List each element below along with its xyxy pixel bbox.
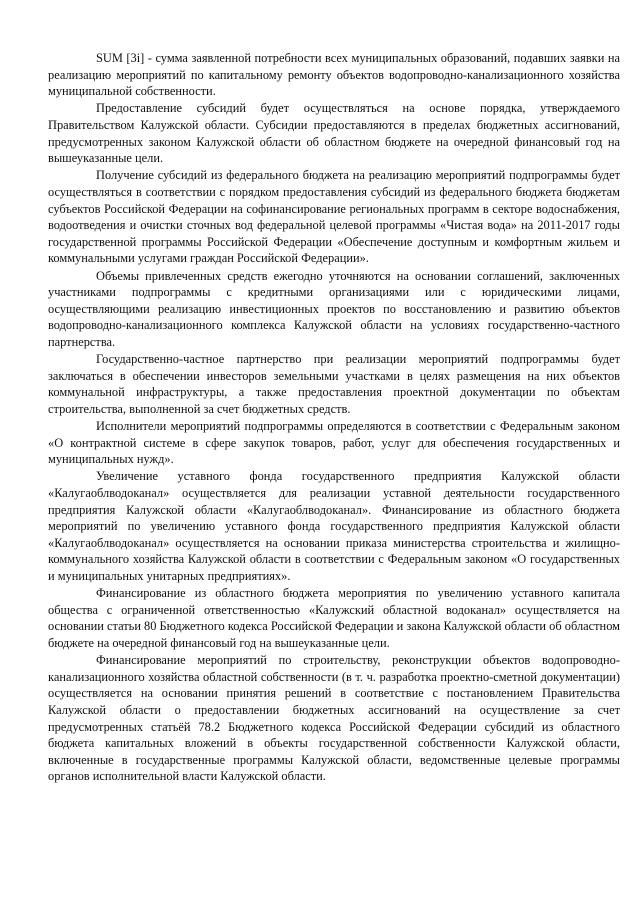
paragraph-attracted-funds: Объемы привлеченных средств ежегодно уточняются на основании соглашений, заключенных участниками подпрограммы с кредитными организациями или с юридическими лицами, осуществляющими реализацию инвестиционных проектов по восстановлению и развитию объектов водопроводно-канализационного комплекса Калужской области на условиях государственно-частного партнерства. — [48, 268, 620, 349]
paragraph-sum-definition: SUM [3i] - сумма заявленной потребности всех муниципальных образований, подавших заявки на реализацию мероприятий по капитальному ремонту объектов водопроводно-канализационного хозяйства муниципальной собственности. — [48, 51, 620, 99]
document-page — [48, 50, 620, 785]
paragraph-subsidy-provision: Предоставление субсидий будет осуществляться на основе порядка, утверждаемого Правительством Калужской области. Субсидии предоставляются в пределах бюджетных ассигнований, предусмотренных законом Калужской области об областном бюджете на очередной финансовый год на вышеуказанные цели. — [48, 101, 620, 166]
paragraph-authorized-capital: Финансирование из областного бюджета мероприятия по увеличению уставного капитала общества с ограниченной ответственностью «Калужский областной водоканал» осуществляется на основании статьи 80 Бюджетного кодекса Российской Федерации и закона Калужской области об областном бюджете на очередной финансовый год на вышеуказанные цели. — [48, 586, 620, 650]
paragraph-federal-subsidies: Получение субсидий из федерального бюджета на реализацию мероприятий подпрограммы будет осуществляться в соответствии с порядком предоставления субсидий из федерального бюджета бюджетам субъектов Российской Федерации на софинансирование региональных программ в секторе водоснабжения, водоотведения и очистки сточных вод федеральной целевой программы «Чистая вода» на 2011-2017 годы государственной программы Российской Федерации «Обеспечение доступным и комфортным жильем и коммунальными услугами граждан Российской Федерации». — [48, 168, 620, 266]
paragraph-executors: Исполнители мероприятий подпрограммы определяются в соответствии с Федеральным законом «О контрактной системе в сфере закупок товаров, работ, услуг для обеспечения государственных и муниципальных нужд». — [48, 419, 620, 467]
paragraph-construction-financing: Финансирование мероприятий по строительству, реконструкции объектов водопроводно-канализационного хозяйства областной собственности (в т. ч. разработка проектно-сметной документации) осуществляется на основании принятия решений в соответствие с постановлением Правительства Калужской области о предоставлении бюджетных ассигнований на осуществление за счет предусмотренных статьёй 78.2 Бюджетного кодекса Российской Федерации субсидий из областного бюджета капитальных вложений в объекты государственной собственности Калужской области, включенные в государственные программы Калужской области, ведомственные целевые программы органов исполнительной власти Калужской области. — [48, 653, 620, 784]
paragraph-statutory-fund: Увеличение уставного фонда государственного предприятия Калужской области «Калугаоблводоканал» осуществляется для реализации уставной деятельности государственного предприятия Калужской области «Калугаоблводоканал». Финансирование из областного бюджета мероприятий по увеличению уставного фонда государственного предприятия Калужской области «Калугаоблводоканал» осуществляется на основании приказа министерства строительства и жилищно-коммунального хозяйства Калужской области в соответствии с Федеральным законом «О государственных и муниципальных унитарных предприятиях». — [48, 469, 620, 583]
paragraph-public-private-partnership: Государственно-частное партнерство при реализации мероприятий подпрограммы будет заключаться в обеспечении инвесторов земельными участками в целях размещения на них объектов коммунальной инфраструктуры, а также предоставления проектной документации по объектам строительства, выполненной за счет бюджетных средств. — [48, 352, 620, 416]
